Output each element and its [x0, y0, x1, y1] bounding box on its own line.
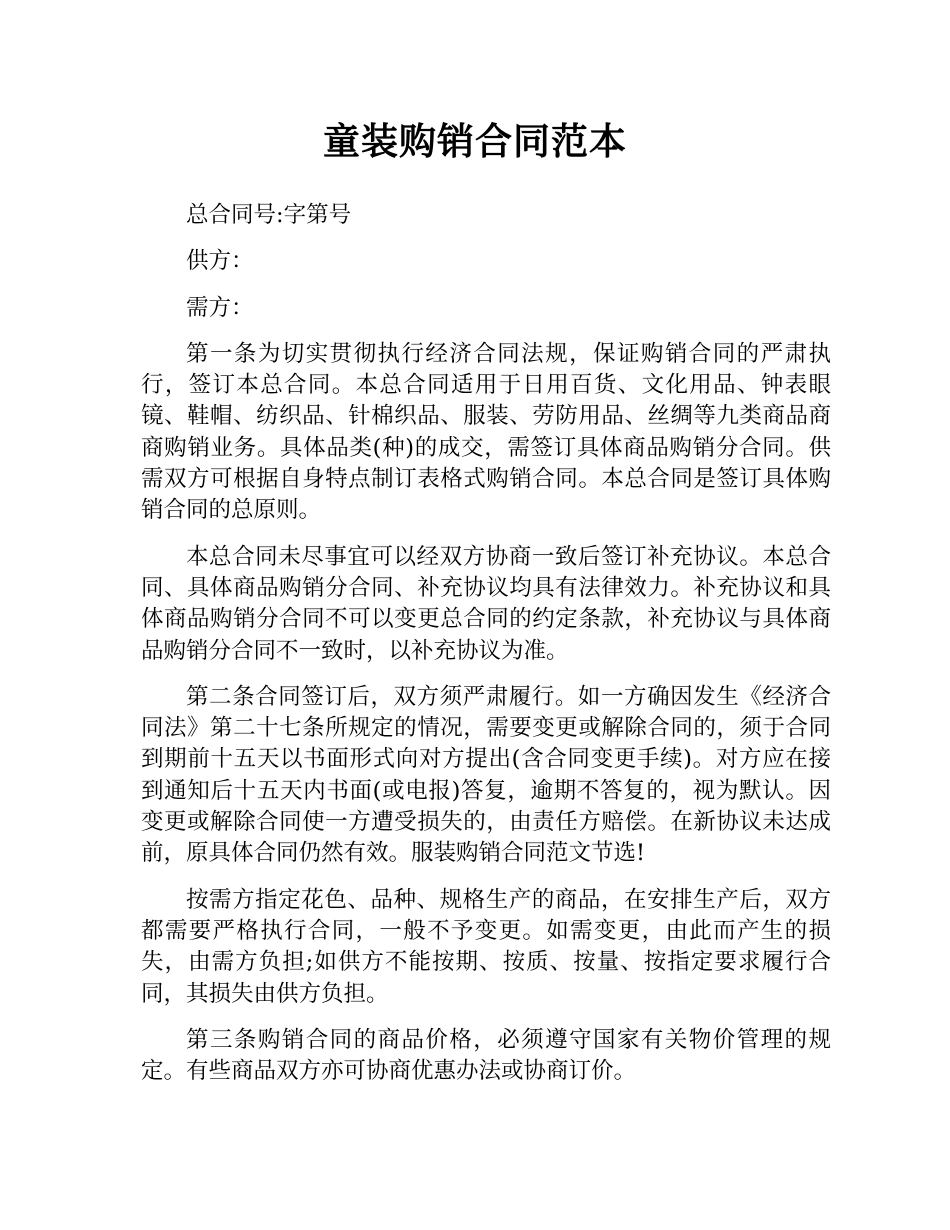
paragraph-article-1: 第一条为切实贯彻执行经济合同法规，保证购销合同的严肃执行，签订本总合同。本总合同适用于日用百货、文化用品、钟表眼镜、鞋帽、纺织品、针棉织品、服装、劳防用品、丝绸等九类商品商商购销业务。具体品类(种)的成交，需签订具体商品购销分合同。供需双方可根据自身特点制订表格式购销合同。本总合同是签订具体购销合同的总原则。	[141, 340, 831, 524]
buyer-line: 需方：	[186, 294, 254, 321]
paragraph-supplement: 本总合同未尽事宜可以经双方协商一致后签订补充协议。本总合同、具体商品购销分合同、补充协议均具有法律效力。补充协议和具体商品购销分合同不可以变更总合同的约定条款，补充协议与具体商品购销分合同不一致时，以补充协议为准。	[141, 543, 831, 664]
paragraph-custom-order: 按需方指定花色、品种、规格生产的商品，在安排生产后，双方都需要严格执行合同，一般不予变更。如需变更，由此而产生的损失，由需方负担;如供方不能按期、按质、按量、按指定要求履行合同，其损失由供方负担。	[141, 886, 831, 1007]
document-title: 童装购销合同范本	[323, 120, 627, 163]
document-body	[141, 200, 831, 1102]
contract-number-line: 总合同号:字第号	[186, 202, 352, 228]
paragraph-article-3: 第三条购销合同的商品价格，必须遵守国家有关物价管理的规定。有些商品双方亦可协商优惠办法或协商订价。	[141, 1026, 831, 1085]
supplier-line: 供方：	[186, 248, 254, 275]
paragraph-article-2: 第二条合同签订后，双方须严肃履行。如一方确因发生《经济合同法》第二十七条所规定的情况，需要变更或解除合同的，须于合同到期前十五天以书面形式向对方提出(含合同变更手续)。对方应在接到通知后十五天内书面(或电报)答复，逾期不答复的，视为默认。因变更或解除合同使一方遭受损失的，由责任方赔偿。在新协议未达成前，原具体合同仍然有效。服装购销合同范文节选!	[141, 683, 831, 867]
